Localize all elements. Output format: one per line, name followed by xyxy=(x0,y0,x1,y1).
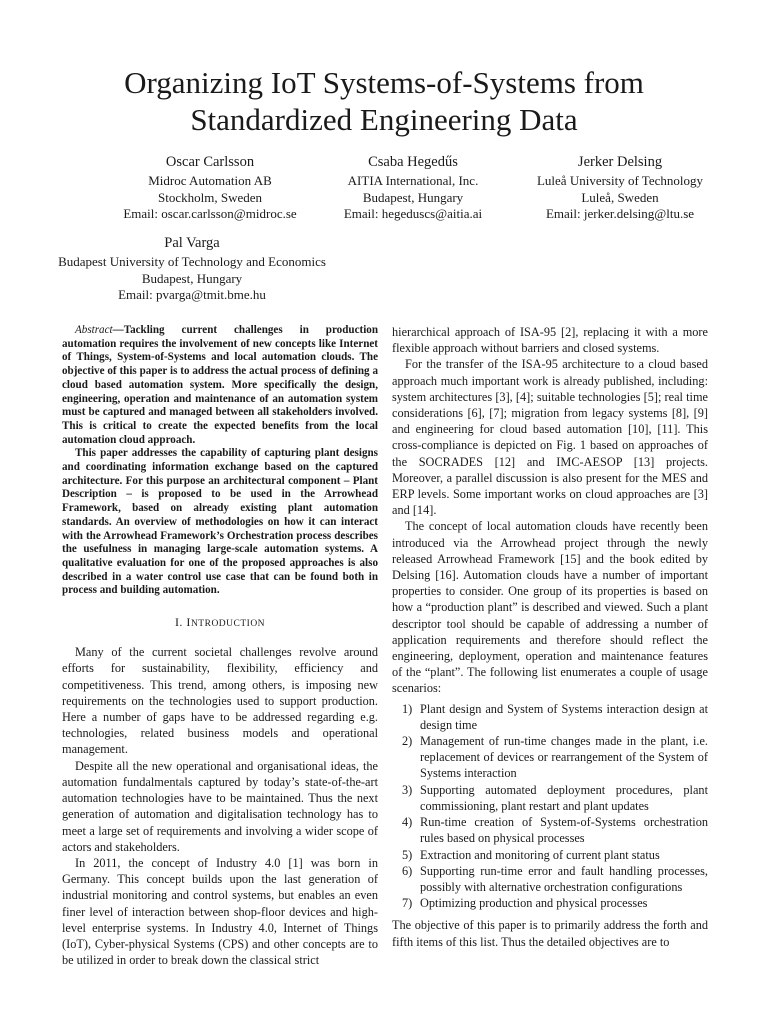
list-item xyxy=(392,895,708,911)
list-item xyxy=(392,733,708,782)
abstract-paragraph-2: This paper addresses the capability of capturing plant designs and coordinating information exchange based on the captured architecture. For this purpose an architectural component – Plant Description – is proposed to be used in the Arrowhead Framework, based on already existing plant automation standards. An overview of methodologies on how it can interact with the Arrowhead Framework’s Orchestration process describes the usefulness in managing large-scale automation systems. A qualitative evaluation for one of the proposed approaches is also described in a water control use case that can be found both in process and building automation. xyxy=(62,447,378,597)
abstract-paragraph-1 xyxy=(62,324,378,447)
abstract-label: Abstract xyxy=(75,324,113,336)
author-block-2 xyxy=(303,153,523,223)
list-item-number: 3) xyxy=(402,782,413,797)
author-location: Budapest, Hungary xyxy=(362,189,464,205)
list-item-number: 6) xyxy=(402,863,413,878)
list-item-text: Run-time creation of System-of-Systems orchestration rules based on physical processes xyxy=(420,815,708,846)
author-location: Stockholm, Sweden xyxy=(158,189,262,205)
list-item xyxy=(392,782,708,814)
author-location: Budapest, Hungary xyxy=(141,270,243,286)
list-item-text: Extraction and monitoring of current plant status xyxy=(420,847,660,862)
author-location: Luleå, Sweden xyxy=(581,189,659,205)
section-title: NTRODUCTION xyxy=(190,619,266,630)
list-item-text: Supporting run-time error and fault handling processes, possibly with alternative orchestration configurations xyxy=(420,863,708,894)
body-paragraph: Many of the current societal challenges revolve around efforts for sustainability, flexibility, efficiency and competitiveness. This trend, among others, is imposing new requirements on the technologies used to support production. Here a number of gaps have to be addressed regarding e.g. technologies, related business models and operational management. xyxy=(62,645,378,757)
list-item-number: 1) xyxy=(402,701,413,716)
list-item-text: Optimizing production and physical processes xyxy=(420,896,648,911)
author-name: Pal Varga xyxy=(164,235,220,251)
list-item-text: Management of run-time changes made in the plant, i.e. replacement of devices or rearrangement of the System of Systems interaction xyxy=(420,734,708,781)
author-name: Jerker Delsing xyxy=(577,154,663,170)
abstract-text: —Tackling current challenges in production automation requires the involvement of new concepts like Internet of Things, System-of-Systems and local automation clouds. The objective of this paper is to address the actual process of defining a cloud based automation system. More specifically the design, engineering, operation and maintenance of an automation system must be captured and managed between all stakeholders involved. This is critical to create the expected benefits from the local automation cloud approach. xyxy=(62,324,378,446)
body-paragraph: The concept of local automation clouds have recently been introduced via the Arrowhead project through the newly released Arrowhead Framework [15] and the book edited by Delsing [16]. Automation clouds have a number of important properties to consider. One group of its properties is based on how a “production plant” is described and viewed. Such a plant descriptor tool should be capable of addressing a number of application requirements and therefore should reflect the engineering, deployment, operation and maintenance features of the “plant”. The following list enumerates a couple of usage scenarios: xyxy=(392,519,708,696)
list-item-number: 4) xyxy=(402,815,413,830)
paper-title xyxy=(0,64,768,138)
author-email: Email: oscar.carlsson@midroc.se xyxy=(123,206,297,221)
list-item-number: 7) xyxy=(402,896,413,911)
author-affiliation: AITIA International, Inc. xyxy=(347,173,479,188)
list-item xyxy=(392,701,708,733)
usage-scenario-list xyxy=(392,701,708,912)
list-item xyxy=(392,863,708,895)
author-affiliation: Midroc Automation AB xyxy=(148,173,272,188)
list-item-number: 5) xyxy=(402,847,413,862)
author-name: Oscar Carlsson xyxy=(165,154,255,170)
author-affiliation: Luleå University of Technology xyxy=(536,173,703,188)
body-paragraph: For the transfer of the ISA-95 architecture to a cloud based approach much important work is already published, including: system architectures [3], [4]; suitable technologies [5]; real time considerations [6], [7]; migration from legacy systems [8], [9] and engineering for cloud based automation [10], [11]. This cross-compliance is depicted on Fig. 1 based on approaches of the SOCRADES [12] and IMC-AESOP [13] projects. Moreover, a parallel discussion is also present for the MES and ERP levels. Some important works on cloud approaches are [3] and [14]. xyxy=(392,357,708,518)
title-line-1: Organizing IoT Systems-of-Systems from xyxy=(124,65,644,100)
list-item-text: Plant design and System of Systems interaction design at design time xyxy=(420,701,708,732)
list-item-text: Supporting automated deployment procedures, plant commissioning, plant restart and plant updates xyxy=(420,782,708,813)
body-paragraph: hierarchical approach of ISA-95 [2], replacing it with a more flexible approach without barriers and closed systems. xyxy=(392,325,708,356)
author-name: Csaba Hegedűs xyxy=(368,154,458,170)
body-paragraph: Despite all the new operational and organisational ideas, the automation fundalmentals captured by today’s state-of-the-art automation technologies have to be maintained. Thus the next generation of automation and digitalisation technology has to meet a large set of requirements and involving a wider scope of actors and stakeholders. xyxy=(62,758,378,854)
list-item xyxy=(392,814,708,846)
author-block-3 xyxy=(510,153,730,223)
right-column xyxy=(392,324,708,950)
author-affiliation: Budapest University of Technology and Economics xyxy=(58,254,326,269)
author-block-4 xyxy=(42,234,342,304)
body-paragraph: The objective of this paper is to primarily address the forth and fifth items of this list. Thus the detailed objectives are to xyxy=(392,918,708,949)
left-column xyxy=(62,324,378,968)
title-line-2: Standardized Engineering Data xyxy=(190,102,578,137)
abstract xyxy=(62,324,378,598)
author-email: Email: pvarga@tmit.bme.hu xyxy=(118,287,266,302)
author-block-1 xyxy=(100,153,320,223)
author-email: Email: jerker.delsing@ltu.se xyxy=(545,206,695,221)
list-item-number: 2) xyxy=(402,734,413,749)
section-numeral: I. I xyxy=(174,615,191,630)
list-item xyxy=(392,847,708,863)
section-heading-introduction xyxy=(62,614,378,632)
body-paragraph: In 2011, the concept of Industry 4.0 [1] was born in Germany. This concept builds upon the last generation of industrial monitoring and control systems, but enables an even finer level of interaction between shop-floor devices and high-level enterprise systems. In Industry 4.0, Internet of Things (IoT), Cyber-physical Systems (CPS) and other concepts are to be utilized in order to break down the classical strict xyxy=(62,855,378,968)
author-email: Email: hegeduscs@aitia.ai xyxy=(343,206,483,221)
